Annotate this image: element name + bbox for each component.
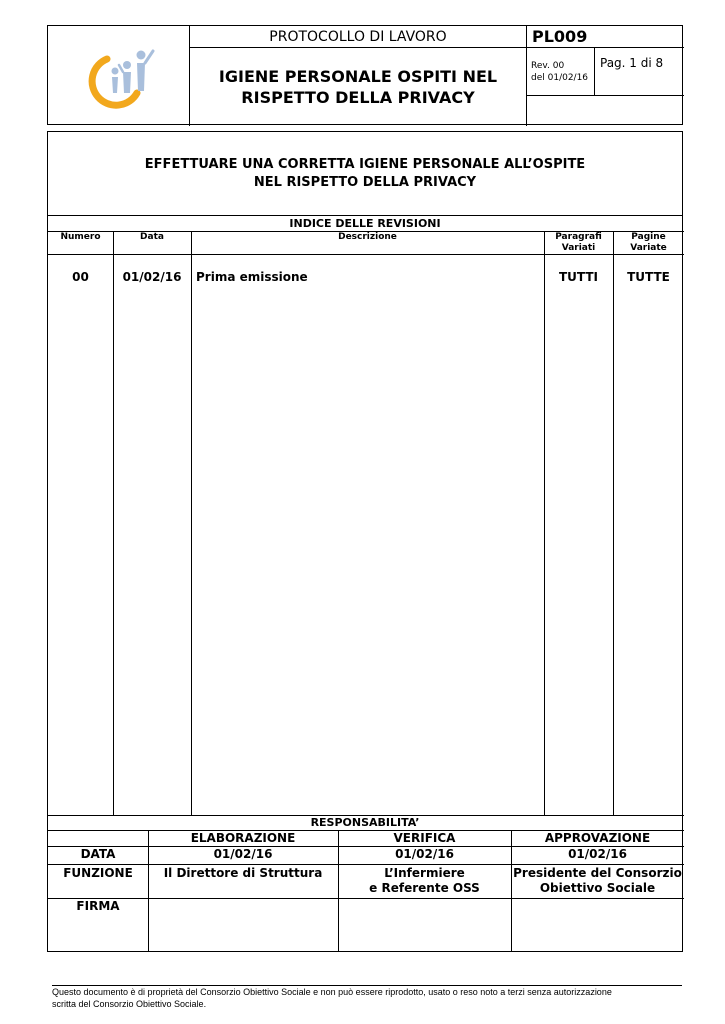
resp-label-data: DATA: [80, 847, 116, 861]
revision-date: del 01/02/16: [531, 73, 589, 83]
consorzio-logo-icon: [79, 41, 159, 111]
col-pagine: [613, 232, 684, 254]
resp-funzione-verifica: [338, 866, 511, 896]
col-pagine-line-1: Pagine: [631, 232, 666, 242]
footer-line-2: scritta del Consorzio Obiettivo Sociale.: [52, 999, 207, 1009]
document-code: PL009: [527, 26, 684, 48]
resp-label-firma: FIRMA: [76, 899, 120, 913]
col-paragrafi: [544, 232, 613, 254]
footer-line-1: Questo documento è di proprietà del Consorzio Obiettivo Sociale e non può essere riprodotto, usato o reso noto a terzi senza autorizzazione: [52, 987, 612, 997]
revisions-title: INDICE DELLE REVISIONI: [289, 217, 441, 230]
col-paragrafi-line-2: Variati: [561, 243, 596, 253]
resp-funzione-elaborazione: Il Direttore di Struttura: [163, 866, 323, 880]
resp-header-approvazione: APPROVAZIONE: [544, 831, 651, 845]
col-descrizione: Descrizione: [338, 232, 397, 242]
title-line-2: RISPETTO DELLA PRIVACY: [241, 88, 475, 107]
main-title: [48, 132, 682, 216]
rev-header-bottom-line: [48, 254, 684, 255]
logo-cell: [48, 26, 190, 126]
main-frame: [47, 131, 683, 952]
resp-label-funzione: FUNZIONE: [63, 866, 133, 880]
document-header: [47, 25, 683, 125]
title-line-1: IGIENE PERSONALE OSPITI NEL: [218, 67, 498, 86]
resp-line: [48, 864, 684, 865]
responsibility-title: RESPONSABILITA’: [310, 816, 420, 829]
resp-funzione-approvazione: [511, 866, 684, 896]
resp-funzione-approvazione-line-2: Obiettivo Sociale: [539, 881, 656, 895]
revision-number: Rev. 00: [531, 61, 565, 71]
document-title: [190, 48, 527, 126]
col-pagine-line-2: Variate: [630, 243, 667, 253]
col-data: Data: [140, 232, 164, 242]
revision-info: [527, 48, 595, 96]
resp-header-verifica: VERIFICA: [393, 831, 456, 845]
rev-col-divider: [113, 231, 114, 815]
resp-funzione-verifica-line-1: L’Infermiere: [384, 866, 465, 880]
rev-row-pagine: TUTTE: [627, 270, 670, 284]
resp-data-verifica: 01/02/16: [395, 847, 454, 861]
resp-header-elaborazione: ELABORAZIONE: [190, 831, 296, 845]
main-title-line-1: EFFETTUARE UNA CORRETTA IGIENE PERSONALE ALL’OSPITE: [144, 156, 586, 172]
footer-note: [52, 986, 682, 1010]
resp-funzione-verifica-line-2: e Referente OSS: [369, 881, 480, 895]
col-paragrafi-line-1: Paragrafi: [555, 232, 602, 242]
resp-data-approvazione: 01/02/16: [568, 847, 627, 861]
rev-col-divider: [613, 231, 614, 815]
rev-col-divider: [544, 231, 545, 815]
rev-col-divider: [191, 231, 192, 815]
col-numero: Numero: [60, 232, 101, 242]
main-title-line-2: NEL RISPETTO DELLA PRIVACY: [253, 174, 477, 190]
protocol-label: PROTOCOLLO DI LAVORO: [190, 26, 527, 48]
resp-funzione-approvazione-line-1: Presidente del Consorzio: [513, 866, 682, 880]
page-number: Pag. 1 di 8: [595, 48, 684, 96]
rev-row-numero: 00: [72, 270, 89, 284]
empty-cell: [527, 96, 684, 126]
rev-row-descrizione: Prima emissione: [196, 270, 308, 284]
resp-data-elaborazione: 01/02/16: [213, 847, 273, 861]
rev-row-data: 01/02/16: [122, 270, 182, 284]
rev-row-paragrafi: TUTTI: [558, 270, 599, 284]
